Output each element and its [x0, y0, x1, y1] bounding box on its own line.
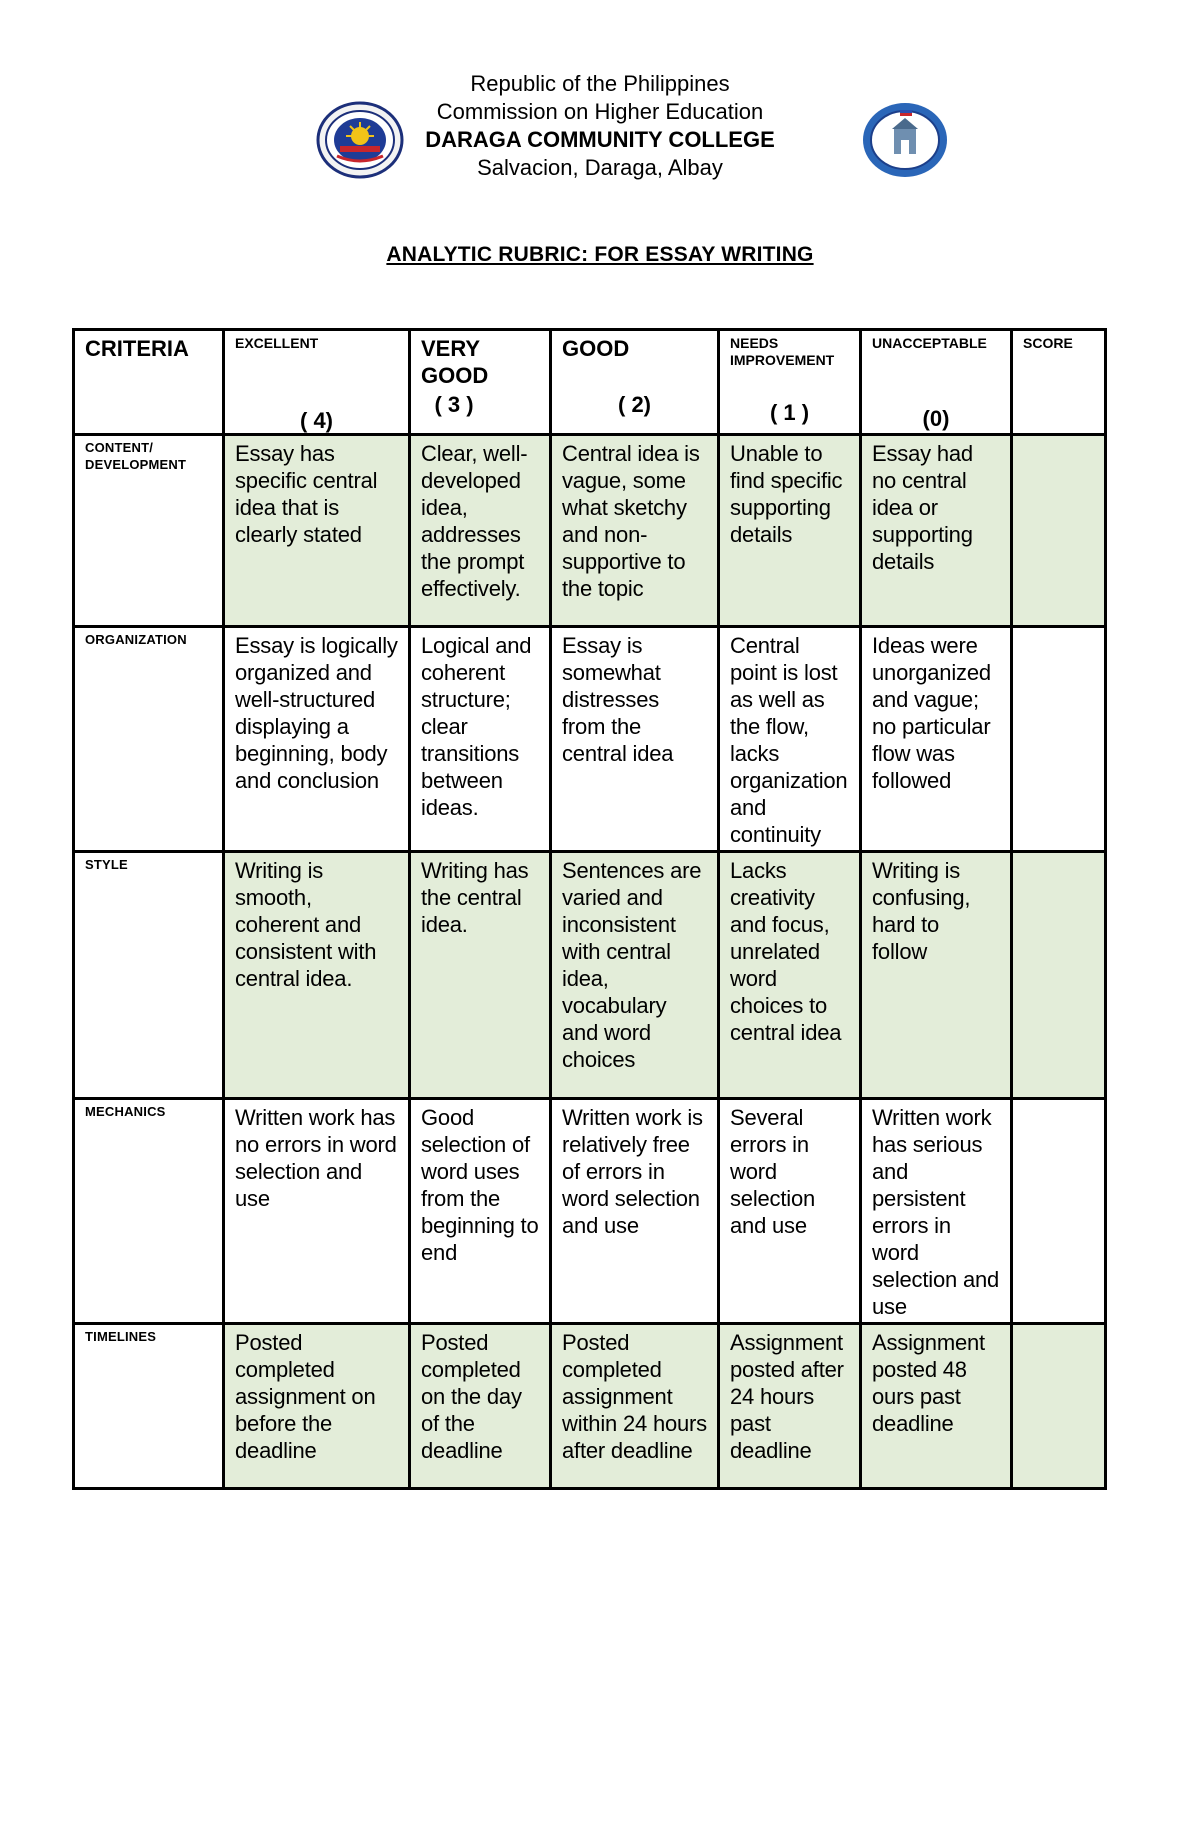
- descriptor-good: Central idea is vague, some what sketchy and non-supportive to the topic: [551, 435, 719, 627]
- header-republic: Republic of the Philippines: [470, 71, 730, 96]
- descriptor-excellent: Posted completed assignment on before the deadline: [224, 1324, 410, 1489]
- descriptor-good: Essay is somewhat distresses from the central idea: [551, 627, 719, 852]
- rubric-row-content: [74, 435, 1106, 627]
- rubric-row-timelines: [74, 1324, 1106, 1489]
- descriptor-unacceptable: Assignment posted 48 ours past deadline: [861, 1324, 1012, 1489]
- descriptor-unacceptable: Essay had no central idea or supporting details: [861, 435, 1012, 627]
- criterion-cell: TIMELINES: [74, 1324, 224, 1489]
- criterion-cell: CONTENT/ DEVELOPMENT: [74, 435, 224, 627]
- column-header-good: GOOD ( 2): [551, 330, 719, 435]
- points-very-good: ( 3 ): [434, 392, 474, 417]
- document-title: ANALYTIC RUBRIC: FOR ESSAY WRITING: [386, 243, 814, 266]
- rubric-row-organization: [74, 627, 1106, 852]
- column-header-score: SCORE: [1012, 330, 1106, 435]
- criterion-cell: ORGANIZATION: [74, 627, 224, 852]
- rubric-row-mechanics: [74, 1099, 1106, 1324]
- criterion-cell: MECHANICS: [74, 1099, 224, 1324]
- descriptor-unacceptable: Written work has serious and persistent errors in word selection and use: [861, 1099, 1012, 1324]
- descriptor-good: Sentences are varied and inconsistent with central idea, vocabulary and word choices: [551, 852, 719, 1099]
- column-header-unacceptable: UNACCEPTABLE (0): [861, 330, 1012, 435]
- descriptor-good: Posted completed assignment within 24 hours after deadline: [551, 1324, 719, 1489]
- column-header-excellent: EXCELLENT ( 4): [224, 330, 410, 435]
- descriptor-needs-improvement: Several errors in word selection and use: [719, 1099, 861, 1324]
- descriptor-good: Written work is relatively free of errors in word selection and use: [551, 1099, 719, 1324]
- rubric-row-style: [74, 852, 1106, 1099]
- header-college-name: DARAGA COMMUNITY COLLEGE: [425, 127, 775, 152]
- descriptor-excellent: Essay has specific central idea that is clearly stated: [224, 435, 410, 627]
- score-cell[interactable]: [1012, 852, 1106, 1099]
- descriptor-very-good: Posted completed on the day of the deadline: [410, 1324, 551, 1489]
- document-header: [0, 70, 1200, 182]
- criterion-cell: STYLE: [74, 852, 224, 1099]
- descriptor-unacceptable: Writing is confusing, hard to follow: [861, 852, 1012, 1099]
- descriptor-very-good: Logical and coherent structure; clear transitions between ideas.: [410, 627, 551, 852]
- points-excellent: ( 4): [300, 408, 333, 433]
- descriptor-needs-improvement: Assignment posted after 24 hours past deadline: [719, 1324, 861, 1489]
- descriptor-excellent: Essay is logically organized and well-structured displaying a beginning, body and conclusion: [224, 627, 410, 852]
- column-header-very-good: VERY GOOD ( 3 ): [410, 330, 551, 435]
- descriptor-needs-improvement: Lacks creativity and focus, unrelated word choices to central idea: [719, 852, 861, 1099]
- header-commission: Commission on Higher Education: [436, 99, 764, 124]
- points-good: ( 2): [618, 392, 651, 417]
- descriptor-excellent: Written work has no errors in word selection and use: [224, 1099, 410, 1324]
- descriptor-needs-improvement: Central point is lost as well as the flow, lacks organization and continuity: [719, 627, 861, 852]
- score-cell[interactable]: [1012, 1324, 1106, 1489]
- descriptor-very-good: Good selection of word uses from the beginning to end: [410, 1099, 551, 1324]
- rubric-header-row: [74, 330, 1106, 435]
- column-header-criteria: CRITERIA: [74, 330, 224, 435]
- descriptor-very-good: Clear, well-developed idea, addresses the prompt effectively.: [410, 435, 551, 627]
- score-cell[interactable]: [1012, 627, 1106, 852]
- score-cell[interactable]: [1012, 435, 1106, 627]
- descriptor-unacceptable: Ideas were unorganized and vague; no particular flow was followed: [861, 627, 1012, 852]
- points-unacceptable: (0): [922, 406, 950, 431]
- descriptor-needs-improvement: Unable to find specific supporting details: [719, 435, 861, 627]
- rubric-table: [72, 328, 1107, 1490]
- column-header-needs-improvement: NEEDS IMPROVEMENT ( 1 ): [719, 330, 861, 435]
- descriptor-very-good: Writing has the central idea.: [410, 852, 551, 1099]
- points-needs-improvement: ( 1 ): [769, 400, 810, 425]
- descriptor-excellent: Writing is smooth, coherent and consistent with central idea.: [224, 852, 410, 1099]
- header-address: Salvacion, Daraga, Albay: [477, 155, 723, 180]
- score-cell[interactable]: [1012, 1099, 1106, 1324]
